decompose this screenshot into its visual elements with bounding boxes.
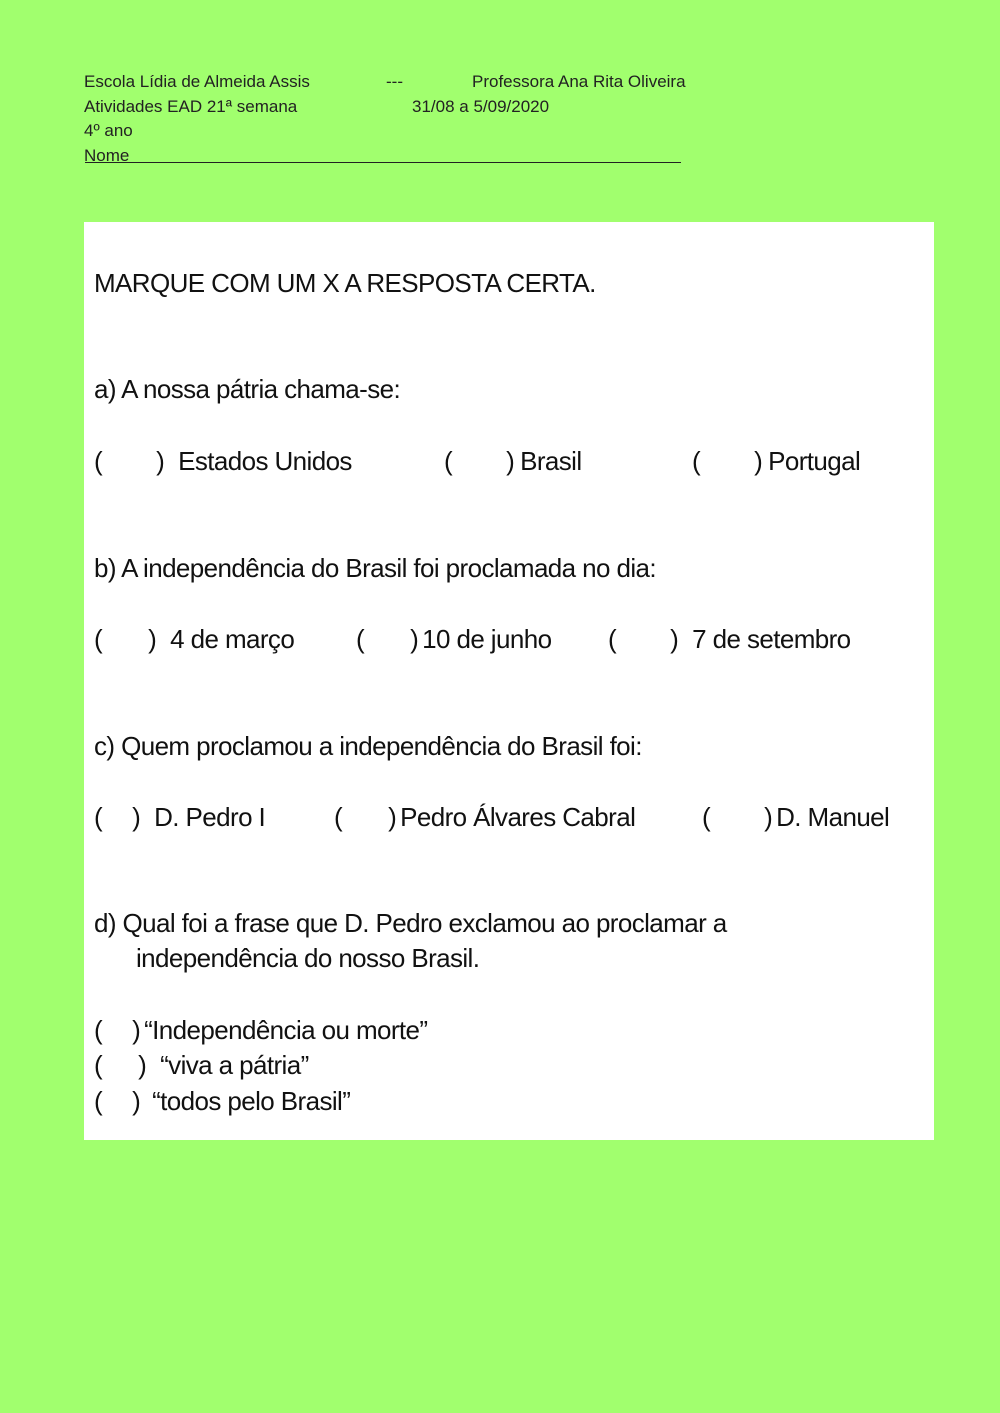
question-b-option-1[interactable] bbox=[94, 624, 294, 655]
header-line-1 bbox=[84, 70, 686, 95]
option-label: 10 de junho bbox=[422, 624, 552, 654]
paren-close: ) bbox=[132, 1015, 141, 1045]
paren-close: ) bbox=[138, 1050, 147, 1080]
question-d-option-1[interactable] bbox=[94, 1015, 427, 1046]
paren-open: ( bbox=[356, 624, 365, 654]
option-label: D. Manuel bbox=[776, 802, 890, 832]
paren-close: ) bbox=[388, 802, 397, 832]
question-a-prompt: a) A nossa pátria chama-se: bbox=[94, 374, 401, 404]
option-label: Brasil bbox=[520, 446, 582, 476]
name-field[interactable] bbox=[84, 144, 129, 169]
worksheet-header bbox=[84, 70, 686, 168]
question-b-option-3[interactable] bbox=[608, 624, 851, 655]
question-a-options bbox=[94, 446, 924, 480]
name-label: Nome bbox=[84, 145, 130, 165]
paren-close: ) bbox=[764, 802, 773, 832]
question-b-options bbox=[94, 624, 924, 658]
question-d-prompt-line-2: independência do nosso Brasil. bbox=[136, 943, 480, 973]
question-a-option-2[interactable] bbox=[444, 446, 582, 477]
option-label: “todos pelo Brasil” bbox=[152, 1086, 351, 1116]
question-b-prompt: b) A independência do Brasil foi proclamada no dia: bbox=[94, 553, 657, 583]
question-d-prompt-line-1: d) Qual foi a frase que D. Pedro exclamou ao proclamar a bbox=[94, 908, 727, 938]
question-b-option-2[interactable] bbox=[356, 624, 551, 655]
paren-close: ) bbox=[410, 624, 419, 654]
grade-label: 4º ano bbox=[84, 121, 133, 140]
paren-open: ( bbox=[94, 1086, 103, 1116]
instruction-text: MARQUE COM UM X A RESPOSTA CERTA. bbox=[94, 268, 596, 298]
activity-dates: 31/08 a 5/09/2020 bbox=[412, 96, 550, 116]
header-line-2 bbox=[84, 95, 550, 120]
question-c-option-2[interactable] bbox=[334, 802, 635, 833]
option-label: 4 de março bbox=[170, 624, 295, 654]
paren-close: ) bbox=[754, 446, 763, 476]
option-label: 7 de setembro bbox=[692, 624, 851, 654]
option-label: Estados Unidos bbox=[178, 446, 352, 476]
question-d-option-2[interactable] bbox=[94, 1050, 309, 1081]
paren-open: ( bbox=[94, 624, 103, 654]
paren-close: ) bbox=[506, 446, 515, 476]
paren-close: ) bbox=[670, 624, 679, 654]
option-label: “viva a pátria” bbox=[160, 1050, 309, 1080]
paren-open: ( bbox=[94, 1015, 103, 1045]
option-label: “Independência ou morte” bbox=[144, 1015, 428, 1045]
paren-close: ) bbox=[156, 446, 165, 476]
worksheet-panel bbox=[84, 222, 934, 1140]
school-name: Escola Lídia de Almeida Assis bbox=[84, 72, 310, 91]
paren-open: ( bbox=[94, 446, 103, 476]
option-label: Pedro Álvares Cabral bbox=[400, 802, 636, 832]
paren-close: ) bbox=[132, 802, 141, 832]
question-a-option-3[interactable] bbox=[692, 446, 860, 477]
header-separator: --- bbox=[386, 72, 403, 91]
option-label: Portugal bbox=[768, 446, 861, 476]
paren-open: ( bbox=[94, 1050, 103, 1080]
header-line-3 bbox=[84, 119, 133, 144]
paren-open: ( bbox=[702, 802, 711, 832]
paren-open: ( bbox=[692, 446, 701, 476]
question-c-option-1[interactable] bbox=[94, 802, 265, 833]
paren-close: ) bbox=[132, 1086, 141, 1116]
paren-open: ( bbox=[334, 802, 343, 832]
name-underline[interactable] bbox=[85, 144, 681, 163]
paren-open: ( bbox=[608, 624, 617, 654]
activities-label: Atividades EAD 21ª semana bbox=[84, 96, 298, 116]
paren-open: ( bbox=[444, 446, 453, 476]
teacher-name: Professora Ana Rita Oliveira bbox=[472, 72, 686, 91]
question-c-option-3[interactable] bbox=[702, 802, 889, 833]
option-label: D. Pedro I bbox=[154, 802, 266, 832]
paren-open: ( bbox=[94, 802, 103, 832]
paren-close: ) bbox=[148, 624, 157, 654]
question-c-options bbox=[94, 802, 924, 836]
question-c-prompt: c) Quem proclamou a independência do Brasil foi: bbox=[94, 731, 642, 761]
question-d-option-3[interactable] bbox=[94, 1086, 350, 1117]
question-a-option-1[interactable] bbox=[94, 446, 352, 477]
